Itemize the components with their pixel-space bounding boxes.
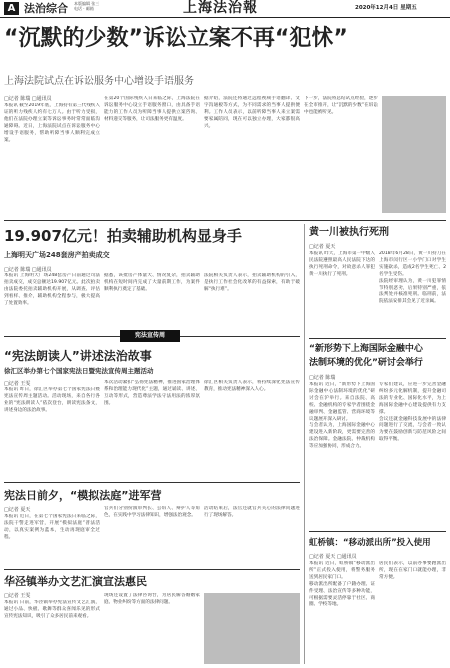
story3-byline: □记者 王雯 [4, 381, 31, 387]
sidebar3-paragraph-1: 本报讯 近日，虹桥镇“移动派出所”正式投入使用，将警务服务送到居民家门口。 [309, 561, 375, 580]
story5-paragraph-2: 现场还设置了法律咨询台，为居民解答婚姻家庭、物业纠纷等方面的法律问题。 [104, 593, 200, 605]
contacts-line: 电话 · 邮箱 [74, 6, 94, 11]
section-tag: 宪法宣传周 [120, 330, 180, 342]
story5-column-2 [104, 593, 200, 664]
sidebar1-headline: 黄一川被执行死刑 [309, 227, 389, 238]
divider-rule [4, 220, 446, 221]
divider-rule-2 [4, 482, 300, 483]
story5-byline: □记者 王雯 [4, 593, 31, 599]
story2-headline: 19.907亿元！拍卖辅助机构显身手 [4, 227, 242, 245]
lead-headline: “沉默的少数”诉讼立案不再“犯怵” [4, 26, 348, 51]
story2-paragraph-2: 据悉，该批房产体量大、情况复杂，拍卖辅助机构在短时间内完成了大量前期工作，为案件顺利执行奠定了基础。 [104, 273, 200, 292]
story5-column-1 [4, 600, 100, 664]
story2-byline: □记者 陈瑞 □通讯员 [4, 267, 52, 273]
story5-headline: 华泾镇举办文艺汇演宣法惠民 [4, 575, 147, 588]
story4-paragraph-2: 官兵们分别扮演审判长、公诉人、辩护人等角色，在实践中学习法律知识，增强法治观念。 [104, 506, 200, 518]
lead-paragraph-2: 在第20个国际残疾人日来临之际，上海法院在诉讼服务中心设立手语服务窗口，由具备手语能力的工作人员为听障当事人提供立案咨询、材料递交等服务，让司法服务更有温度。 [104, 96, 200, 122]
story4-byline: □记者 夏天 [4, 507, 31, 513]
sidebar-rule-1 [309, 338, 446, 339]
sidebar1-paragraph-2: 2018年6月28日，黄一川持刀在上海市闵行区一小学门口对学生实施砍杀，造成2名学生死亡、2名学生受伤。 [379, 251, 446, 277]
story2-column-1 [4, 273, 100, 331]
story5-photo [204, 593, 300, 664]
sidebar-rule-2 [309, 531, 446, 532]
lead-photo [382, 96, 446, 213]
sidebar1-column-1 [309, 251, 375, 335]
newspaper-logo: 上海法治報 [183, 0, 258, 16]
editors-line: 本版编辑 张三 [74, 1, 100, 6]
story3-column-3 [204, 380, 300, 478]
sidebar3-column-2 [379, 561, 446, 665]
sidebar2-headline-line2: 法制环境的优化”研讨会举行 [309, 358, 423, 368]
sidebar2-column-2 [379, 382, 446, 527]
story5-paragraph-1: 本报讯 日前，华泾镇举办宪法宣传文艺汇演，通过小品、快板、歌舞等群众喜闻乐见的形式宣传宪法知识，吸引了众多居民前来观看。 [4, 600, 100, 619]
section-name: 法治综合 [24, 2, 68, 15]
story2-paragraph-3: 法院相关负责人表示，拍卖辅助机构的引入，是执行工作社会化改革的有益探索，有助于破解“执行难”。 [204, 273, 300, 292]
story3-subhead: 徐汇区举办第七个国家宪法日暨宪法宣传周主题活动 [4, 367, 154, 375]
sidebar2-paragraph-2: 与会者认为，上海国际金融中心建设进入新阶段，更需要完善的法治保障。金融法院、仲裁机构等应加强协同，形成合力。 [309, 423, 375, 450]
lead-column-3 [204, 96, 300, 213]
story2-subhead: 上海明天广场248套房产拍卖成交 [4, 251, 110, 259]
lead-column-1 [4, 103, 100, 213]
sidebar1-paragraph-1: 本报讯 昨天，上海市第一中级人民法院遵照最高人民法院下达的执行死刑命令，对故意杀人罪犯黄一川执行了死刑。 [309, 251, 375, 277]
story4-column-3 [204, 506, 300, 566]
issue-date: 2020年12月4日 星期五 [355, 5, 417, 11]
sidebar3-paragraph-3: 居民们表示，以前办事要跑派出所，现在在家门口就能办理，非常方便。 [379, 561, 446, 580]
divider-rule-3 [4, 569, 300, 570]
sidebar1-byline: □记者 夏天 [309, 244, 336, 250]
story4-paragraph-3: 活动结束后，法官还就官兵关心的法律问题进行了现场解答。 [204, 506, 300, 518]
story2-column-2 [104, 273, 200, 331]
lead-subhead: 上海法院试点在诉讼服务中心增设手语服务 [4, 76, 194, 87]
story4-headline: 宪法日前夕，“模拟法庭”进军营 [4, 489, 162, 502]
story3-column-1 [4, 387, 100, 479]
story3-column-2 [104, 380, 200, 478]
sidebar2-paragraph-1: 本报讯 近日，“新形势下上海国际金融中心法制环境的优化”研讨会在沪举行。来自法院、高校、金融机构的专家学者围绕金融审判、金融监管、营商环境等议题展开深入研讨。 [309, 382, 375, 422]
sidebar3-headline: 虹桥镇：“移动派出所”投入使用 [309, 538, 431, 548]
sidebar-divider [304, 224, 305, 664]
lead-paragraph-4: 下一步，法院将总结试点经验，逐步在全市推开，让“沉默的少数”在诉讼中也能被听见。 [304, 96, 378, 115]
lead-column-2 [104, 96, 200, 213]
story2-column-3 [204, 273, 300, 331]
sidebar3-paragraph-2: 移动派出所配备了户籍办理、证件受理、法治宣传等多种功能，可根据需要灵活停靠于社区、商圈、学校等地。 [309, 581, 375, 608]
sidebar3-column-1 [309, 561, 375, 665]
story4-paragraph-1: 本报讯 近日，在第七个国家宪法日来临之际，法院干警走进军营，开展“模拟法庭”普法活动，以真实案例为蓝本，生动再现庭审全过程。 [4, 514, 100, 540]
sidebar2-byline: □记者 陈瑞 [309, 375, 336, 381]
sidebar2-paragraph-3: 专家们建议，应进一步完善金融纠纷多元化解机制，提升金融司法的专业化、国际化水平，为上海国际金融中心建设提供有力支撑。 [379, 382, 446, 415]
sidebar2-paragraph-4: 会议还就金融科技发展中的法律问题进行了交流，与会者一致认为要在鼓励创新与防范风险之间取得平衡。 [379, 416, 446, 443]
lead-byline: □记者 陈瑞 □通讯员 [4, 96, 52, 102]
editor-contacts [74, 1, 99, 11]
story3-paragraph-1: 本报讯 昨日，徐汇区举办第七个国家宪法日暨宪法宣传周主题活动。活动现场，来自各行各业的“宪法朗读人”依次登台，朗读宪法条文，讲述身边的法治故事。 [4, 387, 100, 413]
story4-column-2 [104, 506, 200, 566]
story3-headline: “宪法朗读人”讲述法治故事 [4, 349, 152, 363]
lead-paragraph-3: 据介绍，法院还将通过远程视频手语翻译、文字沟通板等方式，为不同需求的当事人提供便利。工作人员表示，以前听障当事人来立案需要家属陪同，现在可以独立办理，大家都很高兴。 [204, 96, 300, 129]
story3-paragraph-3: 徐汇区相关负责人表示，将持续深化宪法宣传教育，推动宪法精神深入人心。 [204, 380, 300, 392]
sidebar2-headline-line1: “新形势下上海国际金融中心 [309, 344, 423, 354]
sidebar2-column-1 [309, 382, 375, 527]
lead-column-4 [304, 96, 378, 213]
sidebar1-column-2 [379, 251, 446, 335]
story3-paragraph-2: 本次活动紧扣“弘扬宪法精神，推进国家治理体系和治理能力现代化”主题，通过诵读、讲述、互动等形式，营造尊法学法守法用法的浓厚氛围。 [104, 380, 200, 406]
section-badge: A [4, 2, 19, 15]
story4-column-1 [4, 514, 100, 566]
story2-paragraph-1: 本报讯 上海明天广场248套房产日前通过司法拍卖成交，成交总额达19.907亿元。此次拍卖由法院委托拍卖辅助机构开展，从调查、评估到看样、推介，辅助机构全程参与，极大提高了处置效率。 [4, 273, 100, 306]
sidebar1-paragraph-3: 法院经审理认为，黄一川犯罪情节特别恶劣，后果特别严重，依法判处并核准死刑。临刑前，法院依法安排其会见了近亲属。 [379, 278, 446, 305]
lead-paragraph-1: 本报讯 截至2019年底，上海持有第三代残疾人证的听力残疾人约有七万人。由于听力受损，他们在法院办理立案等诉讼事务时常常面临沟通障碍。近日，上海法院试点在诉讼服务中心增设手语服务，帮助听障当事人顺利完成立案。 [4, 103, 100, 143]
sidebar3-byline: □记者 夏天 □通讯员 [309, 554, 357, 560]
